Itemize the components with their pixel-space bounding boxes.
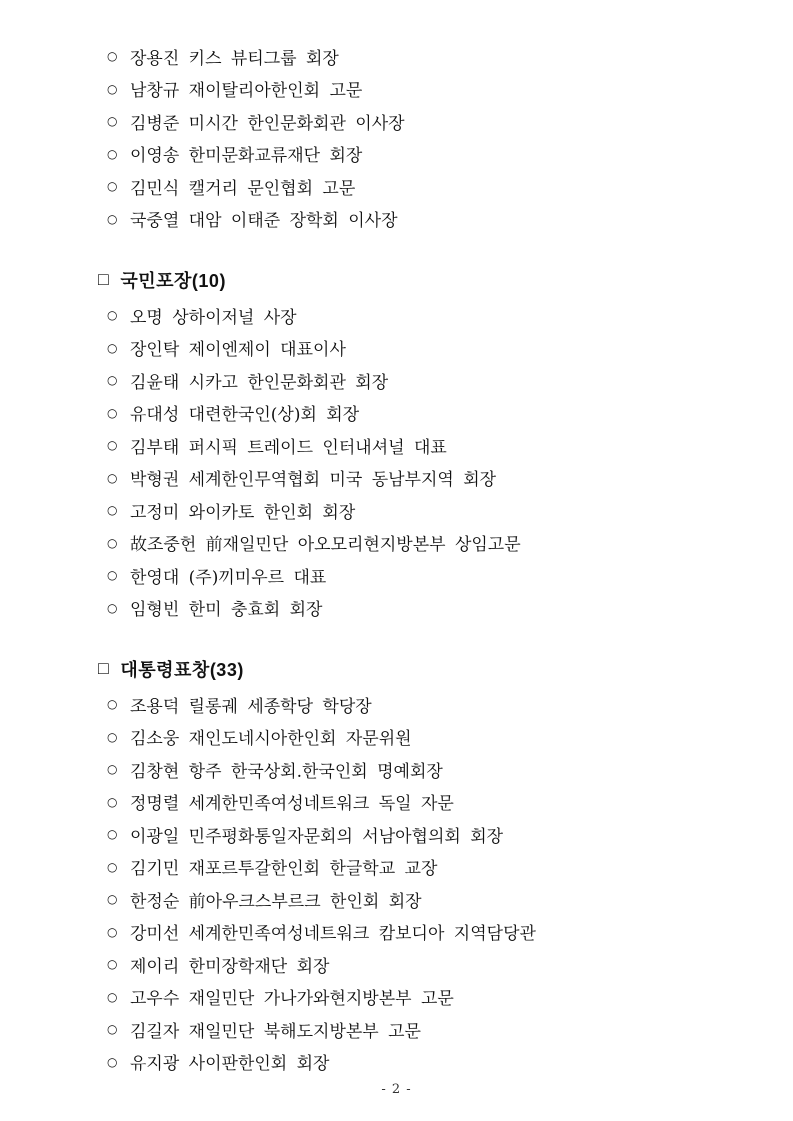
circle-bullet-icon: ○ [107,697,118,712]
circle-bullet-icon: ○ [107,892,118,907]
list-item-text: 한정순 前아우크스부르크 한인회 회장 [130,891,422,912]
list-item [98,721,743,754]
list-item [98,688,743,721]
section-header [98,265,743,295]
list-item [98,397,743,430]
circle-bullet-icon: ○ [107,794,118,809]
list-item-text: 국중열 대암 이태준 장학회 이사장 [130,211,398,232]
list-item-text: 장용진 키스 뷰티그룹 회장 [130,48,339,69]
circle-bullet-icon: ○ [107,729,118,744]
circle-bullet-icon: ○ [107,600,118,615]
circle-bullet-icon: ○ [107,1022,118,1037]
circle-bullet-icon: ○ [107,535,118,550]
list-item [98,138,743,171]
circle-bullet-icon: ○ [107,373,118,388]
circle-bullet-icon: ○ [107,179,118,194]
list-item [98,1046,743,1079]
list-item-text: 오명 상하이저널 사장 [130,307,297,328]
circle-bullet-icon: ○ [107,1054,118,1069]
page-number: - 2 - [381,1082,412,1097]
circle-bullet-icon: ○ [107,308,118,323]
circle-bullet-icon: ○ [107,859,118,874]
list-item-text: 정명렬 세계한민족여성네트워크 독일 자문 [130,794,454,815]
list-item [98,494,743,527]
list-item [98,170,743,203]
circle-bullet-icon: ○ [107,146,118,161]
list-item-text: 김창현 항주 한국상회.한국인회 명예회장 [130,761,443,782]
list-item-text: 박형권 세계한인무역협회 미국 동남부지역 회장 [130,470,497,491]
list-item [98,559,743,592]
list-item-text: 김병준 미시간 한인문화회관 이사장 [130,113,405,134]
list-item [98,883,743,916]
circle-bullet-icon: ○ [107,762,118,777]
list-item [98,786,743,819]
list-item [98,948,743,981]
list-item [98,592,743,625]
circle-bullet-icon: ○ [107,924,118,939]
list-item-text: 김소웅 재인도네시아한인회 자문위원 [130,729,412,750]
list-item-text: 유대성 대련한국인(상)회 회장 [130,405,360,426]
list-item [98,981,743,1014]
list-item-text: 故조중헌 前재일민단 아오모리현지방본부 상임고문 [130,535,521,556]
list-item-text: 임형빈 한미 충효회 회장 [130,600,323,621]
list-item [98,916,743,949]
list-item-text: 이영송 한미문화교류재단 회장 [130,146,363,167]
list-item [98,527,743,560]
list-item-text: 김민식 캘거리 문인협회 고문 [130,178,356,199]
list-item-text: 한영대 (주)끼미우르 대표 [130,567,327,588]
list-item [98,753,743,786]
list-item-text: 제이리 한미장학재단 회장 [130,956,330,977]
list-item-text: 김윤태 시카고 한인문화회관 회장 [130,372,389,393]
list-item [98,299,743,332]
list-item-text: 남창규 재이탈리아한인회 고문 [130,81,363,102]
circle-bullet-icon: ○ [107,989,118,1004]
section-title: 대통령표창(33) [120,660,244,680]
circle-bullet-icon: ○ [107,81,118,96]
circle-bullet-icon: ○ [107,49,118,64]
circle-bullet-icon: ○ [107,568,118,583]
list-item-text: 강미선 세계한민족여성네트워크 캄보디아 지역담당관 [130,924,536,945]
list-item-text: 유지광 사이판한인회 회장 [130,1054,330,1075]
section-header [98,654,743,684]
square-bullet-icon: □ [98,269,110,289]
list-item [98,105,743,138]
section-title: 국민포장(10) [120,271,226,291]
list-item [98,364,743,397]
circle-bullet-icon: ○ [107,470,118,485]
list-item [98,429,743,462]
list-item [98,1013,743,1046]
circle-bullet-icon: ○ [107,503,118,518]
circle-bullet-icon: ○ [107,827,118,842]
list-item-text: 조용덕 릴롱궤 세종학당 학당장 [130,696,372,717]
list-item [98,818,743,851]
circle-bullet-icon: ○ [107,957,118,972]
list-item-text: 김길자 재일민단 북해도지방본부 고문 [130,1021,421,1042]
circle-bullet-icon: ○ [107,405,118,420]
list-item [98,851,743,884]
list-item [98,462,743,495]
square-bullet-icon: □ [98,658,110,678]
list-item [98,40,743,73]
list-item-text: 김부태 퍼시픽 트레이드 인터내셔널 대표 [130,437,447,458]
list-item-text: 고정미 와이카토 한인회 회장 [130,502,356,523]
list-item-text: 이광일 민주평화통일자문회의 서남아협의회 회장 [130,826,504,847]
circle-bullet-icon: ○ [107,114,118,129]
circle-bullet-icon: ○ [107,211,118,226]
list-item [98,332,743,365]
list-item [98,203,743,236]
circle-bullet-icon: ○ [107,438,118,453]
list-item-text: 장인탁 제이엔제이 대표이사 [130,340,346,361]
list-item-text: 고우수 재일민단 가나가와현지방본부 고문 [130,989,454,1010]
circle-bullet-icon: ○ [107,340,118,355]
list-item [98,73,743,106]
list-item-text: 김기민 재포르투갈한인회 한글학교 교장 [130,859,438,880]
